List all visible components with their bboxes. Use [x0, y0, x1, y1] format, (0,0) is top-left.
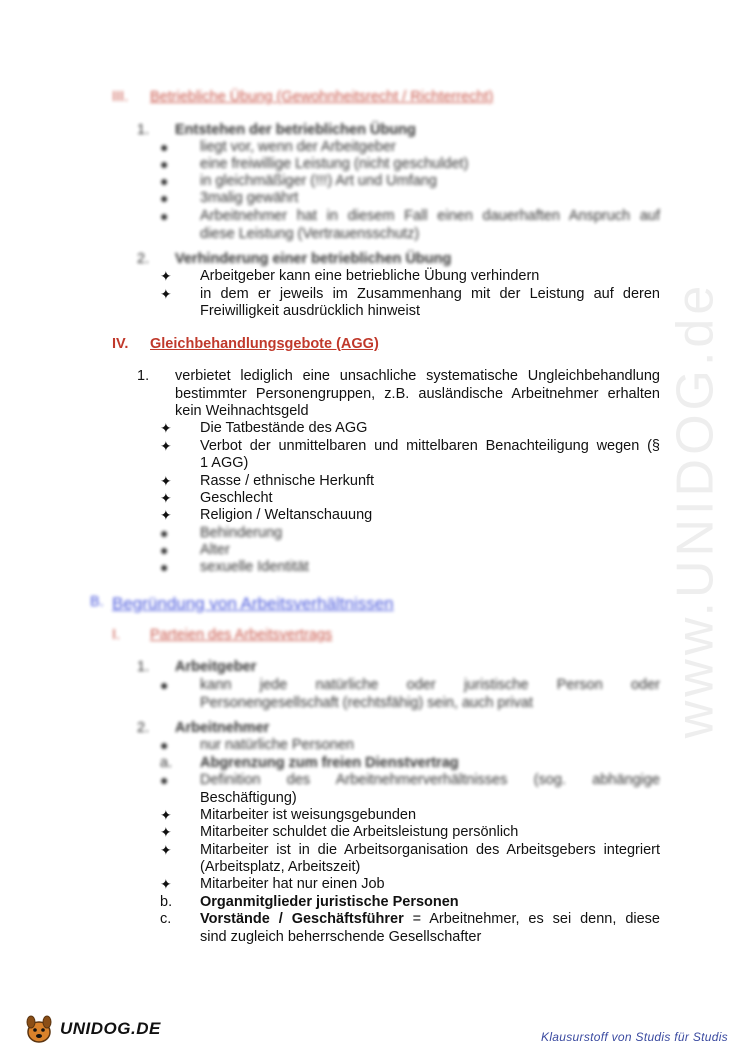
chapter-number: B. — [90, 594, 104, 610]
list-item: kann jede natürliche oder juristische Person oder — [200, 677, 660, 693]
sub-item-heading: Abgrenzung zum freien Dienstvertrag — [200, 755, 459, 771]
list-item: Beschäftigung) — [200, 790, 297, 806]
item-heading: Verhinderung einer betrieblichen Übung — [175, 251, 452, 267]
section-heading: Parteien des Arbeitsvertrags — [150, 627, 333, 643]
item-number: 2. — [137, 251, 150, 267]
list-item: Mitarbeiter hat nur einen Job — [200, 876, 385, 892]
bullet-icon: ● — [160, 559, 169, 575]
sub-item-letter: c. — [160, 911, 172, 927]
bullet-icon: ● — [160, 190, 169, 206]
unidog-logo — [22, 1012, 161, 1046]
chapter-heading: Begründung von Arbeitsverhältnissen — [112, 594, 394, 613]
sub-item-heading: Vorstände / Geschäftsführer — [200, 911, 404, 927]
sub-item-heading: Organmitglieder juristische Personen — [200, 894, 459, 910]
list-item: 1 AGG) — [200, 455, 249, 471]
list-item: 3malig gewährt — [200, 190, 299, 206]
footer-slogan: Klausurstoff von Studis für Studis — [541, 1030, 728, 1044]
section-heading: Betriebliche Übung (Gewohnheitsrecht / Richterrecht) — [150, 89, 494, 105]
cross-bullet-icon: ✦ — [160, 507, 172, 523]
list-item: Die Tatbestände des AGG — [200, 420, 368, 436]
list-item: Personengesellschaft (rechtsfähig) sein, auch privat — [200, 695, 533, 711]
item-heading: Arbeitnehmer — [175, 720, 270, 736]
item-number: 1. — [137, 122, 150, 138]
cross-bullet-icon: ✦ — [160, 286, 172, 302]
bullet-icon: ● — [160, 139, 169, 155]
paragraph-line: verbietet lediglich eine unsachliche systematische Ungleichbehandlung — [175, 368, 660, 384]
list-item: (Arbeitsplatz, Arbeitszeit) — [200, 859, 361, 875]
section-number: I. — [112, 627, 121, 643]
list-item: diese Leistung (Vertrauensschutz) — [200, 226, 420, 242]
cross-bullet-icon: ✦ — [160, 490, 172, 506]
paragraph-line: bestimmter Personengruppen, z.B. ausländische Arbeitnehmer erhalten — [175, 386, 660, 402]
item-heading: Entstehen der betrieblichen Übung — [175, 122, 416, 138]
section-heading: Gleichbehandlungsgebote (AGG) — [150, 336, 379, 352]
section-number: III. — [112, 89, 129, 105]
list-item: Freiwilligkeit ausdrücklich hinweist — [200, 303, 420, 319]
bullet-icon: ● — [160, 737, 169, 753]
bullet-icon: ● — [160, 156, 169, 172]
list-item: Mitarbeiter ist weisungsgebunden — [200, 807, 417, 823]
list-item: nur natürliche Personen — [200, 737, 354, 753]
list-item: eine freiwillige Leistung (nicht geschuldet) — [200, 156, 469, 172]
sub-item-letter: a. — [160, 755, 173, 771]
section-number: IV. — [112, 336, 129, 352]
item-number: 1. — [137, 368, 150, 384]
sub-item-letter: b. — [160, 894, 173, 910]
cross-bullet-icon: ✦ — [160, 420, 172, 436]
list-item: Mitarbeiter ist in die Arbeitsorganisation des Arbeitsgebers integriert — [200, 842, 660, 858]
paragraph-line: kein Weihnachtsgeld — [175, 403, 309, 419]
bullet-icon: ● — [160, 677, 169, 693]
bullet-icon: ● — [160, 542, 169, 558]
list-item: Mitarbeiter schuldet die Arbeitsleistung persönlich — [200, 824, 519, 840]
dog-icon — [22, 1012, 56, 1046]
list-item: Arbeitnehmer hat in diesem Fall einen dauerhaften Anspruch auf — [200, 208, 660, 224]
sub-item-line — [200, 911, 660, 929]
item-number: 1. — [137, 659, 150, 675]
list-item: Arbeitgeber kann eine betriebliche Übung verhindern — [200, 268, 540, 284]
list-item: Behinderung — [200, 525, 283, 541]
list-item: in gleichmäßiger (!!!) Art und Umfang — [200, 173, 437, 189]
list-item: Rasse / ethnische Herkunft — [200, 473, 375, 489]
logo-text: UNIDOG.DE — [60, 1019, 161, 1038]
item-heading: Arbeitgeber — [175, 659, 257, 675]
bullet-icon: ● — [160, 208, 169, 224]
bullet-icon: ● — [160, 772, 169, 788]
cross-bullet-icon: ✦ — [160, 268, 172, 284]
list-item: in dem er jeweils im Zusammenhang mit der Leistung auf deren — [200, 286, 660, 302]
cross-bullet-icon: ✦ — [160, 876, 172, 892]
list-item: Definition des Arbeitnehmerverhältnisses (sog. abhängige — [200, 772, 660, 788]
cross-bullet-icon: ✦ — [160, 824, 172, 840]
list-item: liegt vor, wenn der Arbeitgeber — [200, 139, 396, 155]
watermark: www.UNIDOG.de — [666, 281, 724, 739]
cross-bullet-icon: ✦ — [160, 438, 172, 454]
list-item: Geschlecht — [200, 490, 273, 506]
list-item: Religion / Weltanschauung — [200, 507, 373, 523]
sub-item-line: sind zugleich beherrschende Gesellschafter — [200, 929, 482, 945]
cross-bullet-icon: ✦ — [160, 842, 172, 858]
sub-item-text: = Arbeitnehmer, es sei denn, diese — [403, 911, 660, 927]
list-item: sexuelle Identität — [200, 559, 309, 575]
item-number: 2. — [137, 720, 150, 736]
bullet-icon: ● — [160, 525, 169, 541]
list-item: Alter — [200, 542, 230, 558]
bullet-icon: ● — [160, 173, 169, 189]
cross-bullet-icon: ✦ — [160, 473, 172, 489]
list-item: Verbot der unmittelbaren und mittelbaren Benachteiligung wegen (§ — [200, 438, 660, 454]
cross-bullet-icon: ✦ — [160, 807, 172, 823]
